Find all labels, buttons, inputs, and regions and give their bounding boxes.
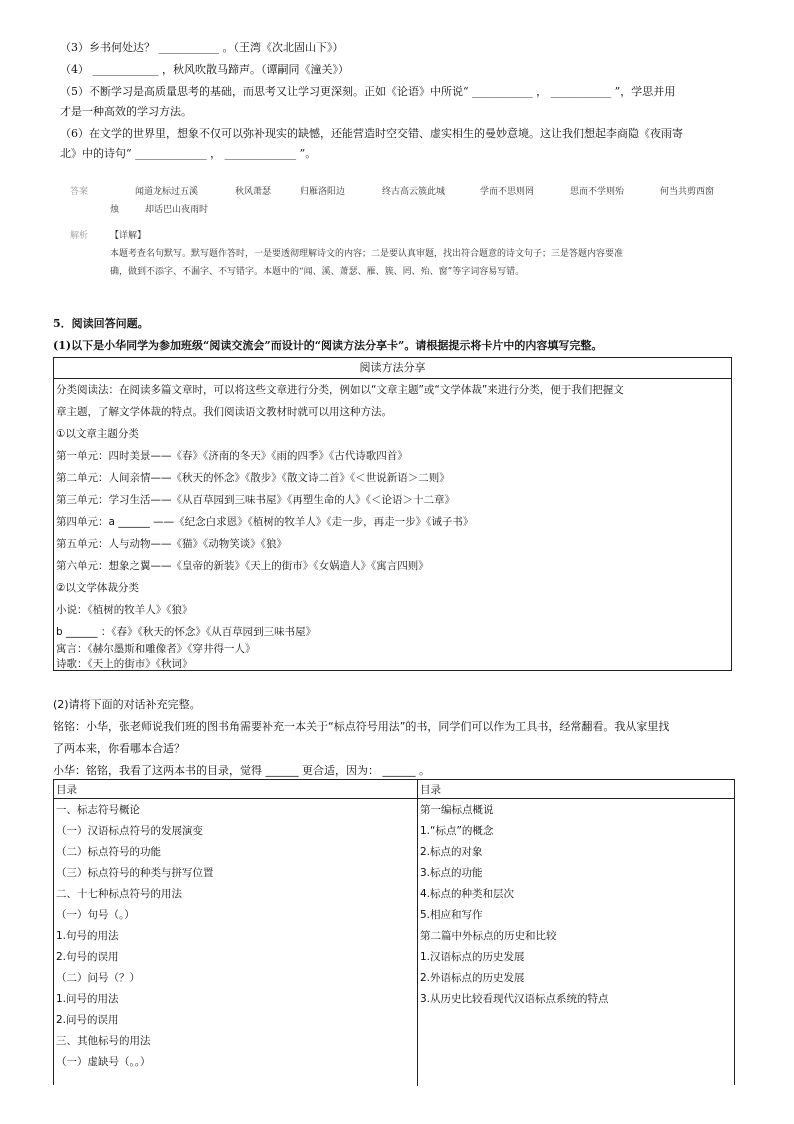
card-line: b ______ ：《春》《秋天的怀念》《从百草园到三味书屋》 [56,626,317,638]
answer-item: 闻道龙标过五溪 [135,187,199,197]
dialogue-mingming-2: 了两本来，你看哪本合适？ [53,742,185,755]
toc-left-item: 一、标志符号概论 [56,804,140,816]
answer-item: 却话巴山夜雨时 [145,205,209,215]
toc-right-item: 第二篇中外标点的历史和比较 [420,930,557,942]
toc-left-item: 1.问号的用法 [56,993,119,1005]
toc-right-item: 2.外语标点的历史发展 [420,972,525,984]
toc-left-item: 1.句号的用法 [56,930,119,942]
question-5-line1: （5）不断学习是高质量思考的基础，而思考又让学习更深刻。正如《论语》中所说“ ___________ ， ___________ ”，学思并用 [60,85,676,98]
card-title: 阅读方法分享 [54,358,731,379]
toc-right-item: 1.“标点”的概念 [420,825,494,837]
card-line: 分类阅读法：在阅读多篇文章时，可以将这些文章进行分类，例如以“文章主题”或“文学体裁”来进行分类，便于我们把握文 [56,384,624,396]
card-line: ②以文学体裁分类 [56,582,139,594]
toc-left-item: （二）标点符号的功能 [56,846,161,858]
card-line: ①以文章主题分类 [56,428,139,440]
question-6-line2: 北》中的诗句“ _____________ ， _____________ ”。 [60,147,317,160]
toc-left-item: （三）标点符号的种类与拼写位置 [56,867,214,879]
toc-left-item: （一）虚缺号（。。） [56,1056,151,1068]
card-line: 第五单元：人与动物——《猫》《动物笑谈》《狼》 [56,538,287,550]
toc-right-item: 4.标点的种类和层次 [420,888,515,900]
analysis-text-2: 确，做到不添字、不漏字、不写错字。本题中的“闻、溪、萧瑟、雁、簇、罔、殆、窗”等字词容易写错。 [110,267,525,277]
analysis-text-1: 本题考查名句默写。默写题作答时，一是要透彻理解诗文的内容；二是要认真审题，找出符合题意的诗文句子；三是答题内容要准 [110,249,624,259]
answer-item: 何当共剪西窗 [660,187,715,197]
toc-left-item: （一）汉语标点符号的发展演变 [56,825,203,837]
card-line: 第二单元：人间亲情——《秋天的怀念》《散步》《散文诗二首》《＜世说新语＞二则》 [56,472,450,484]
answer-label: 答案 [70,187,89,197]
card-line: 小说：《植树的牧羊人》《狼》 [56,604,193,616]
question-5-line2: 才是一种高效的学习方法。 [60,105,192,118]
question-5-sub2: (2)请将下面的对话补充完整。 [53,698,201,711]
toc-right-item: 5.相应和写作 [420,909,483,921]
dialogue-xiaohua: 小华：铭铭，我看了这两本书的目录，觉得 ______ 更合适，因为： ______ 。 [53,764,430,777]
answer-item: 学而不思则罔 [480,187,535,197]
analysis-label: 解析 [70,231,89,241]
table-divider [417,780,418,1086]
toc-comparison-table [53,779,735,1085]
card-line: 诗歌：《天上的街市》《秋词》 [56,658,193,670]
answer-item: 秋风萧瑟 [235,187,272,197]
toc-left-item: （二）问号（？） [56,972,140,984]
answer-item: 思而不学则殆 [570,187,625,197]
toc-left-head: 目录 [56,784,77,796]
card-line: 寓言：《赫尔墨斯和雕像者》《穿井得一人》 [56,643,256,655]
toc-right-item: 3.从历史比较看现代汉语标点系统的特点 [420,993,609,1005]
question-5-title: 5．阅读回答问题。 [53,317,149,330]
card-line: 第一单元：四时美景——《春》《济南的冬天》《雨的四季》《古代诗歌四首》 [56,450,408,462]
question-6-line1: （6）在文学的世界里，想象不仅可以弥补现实的缺憾，还能营造时空交错、虚实相生的曼妙意境。这让我们想起李商隐《夜雨寄 [60,127,683,140]
card-line: 第六单元：想象之翼——《皇帝的新装》《天上的街市》《女娲造人》《寓言四则》 [56,560,429,572]
toc-left-item: 2.问号的误用 [56,1014,119,1026]
toc-right-item: 第一编标点概说 [420,804,494,816]
toc-left-item: （一）句号（。） [56,909,135,921]
question-4: （4） ____________ ，秋风吹散马蹄声。（谭嗣同《潼关》） [60,63,349,76]
answer-item: 归雁洛阳边 [300,187,346,197]
toc-left-item: 二、十七种标点符号的用法 [56,888,182,900]
answer-item: 终古高云簇此城 [382,187,446,197]
reading-method-card [53,357,732,671]
toc-left-item: 三、其他标号的用法 [56,1035,151,1047]
card-line: 第四单元：a ______ ——《纪念白求恩》《植树的牧羊人》《走一步，再走一步》《诫子书》 [56,516,474,528]
toc-right-item: 3.标点的功能 [420,867,483,879]
question-5-sub1: (1)以下是小华同学为参加班级“阅读交流会”而设计的“阅读方法分享卡”。请根据提示将卡片中的内容填写完整。 [53,339,603,352]
toc-right-item: 2.标点的对象 [420,846,483,858]
answer-item: 烛 [110,205,120,215]
toc-right-item: 1.汉语标点的历史发展 [420,951,525,963]
card-line: 章主题，了解文学体裁的特点。我们阅读语文教材时就可以用这种方法。 [56,406,392,418]
toc-left-item: 2.句号的误用 [56,951,119,963]
toc-header-rule [53,798,735,799]
toc-right-head: 目录 [420,784,441,796]
card-line: 第三单元：学习生活——《从百草园到三味书屋》《再塑生命的人》《＜论语＞十二章》 [56,494,455,506]
question-3: （3）乡书何处达？ ___________ 。（王湾《次北固山下》） [60,41,344,54]
analysis-heading: 【详解】 [110,231,147,241]
dialogue-mingming-1: 铭铭：小华，张老师说我们班的图书角需要补充一本关于“标点符号用法”的书，同学们可以作为工具书，经常翻看。我从家里找 [53,720,670,733]
